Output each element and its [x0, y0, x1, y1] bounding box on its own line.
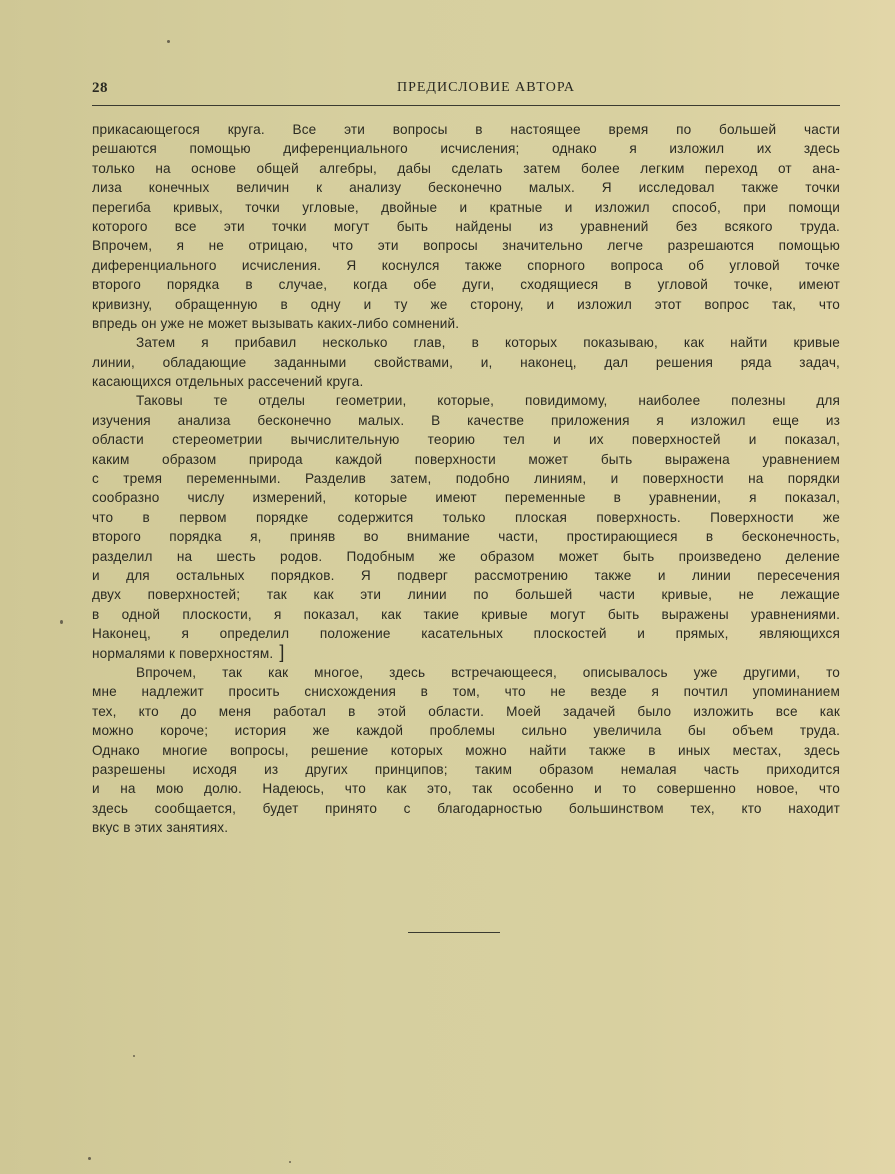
header-rule: [92, 105, 840, 106]
text-line: сообразно числу измерений, которые имеют переменные в уравнении, я показал,: [92, 490, 840, 506]
text-line: и на мою долю. Надеюсь, что как это, так особенно и то совершенно новое, что: [92, 781, 840, 797]
paper-speck: [289, 1161, 291, 1163]
page-header: [92, 80, 840, 104]
text-line: перегиба кривых, точки угловые, двойные и кратные и изложил способ, при помощи: [92, 199, 840, 215]
paragraph: [92, 663, 840, 838]
text-line: Впрочем, я не отрицаю, что эти вопросы значительно легче разрешаются помощью: [92, 238, 840, 254]
text-line: разрешены исходя из других принципов; таким образом немалая часть приходится: [92, 761, 840, 777]
text-line: изучения анализа бесконечно малых. В качестве приложения я изложил еще из: [92, 412, 840, 428]
text-line: впредь он уже не может вызывать каких-либо сомнений.: [92, 315, 460, 331]
text-line: можно короче; история же каждой проблемы сильно увеличила бы объем труда.: [92, 723, 840, 739]
paper-speck: [167, 40, 170, 43]
text-line: нормалями к поверхностям. ]: [92, 641, 285, 662]
paragraph: [92, 391, 840, 662]
text-line: разделил на шесть родов. Подобным же образом может быть произведено деление: [92, 548, 840, 564]
text-line: касающихся отдельных рассечений круга.: [92, 374, 364, 390]
paragraph: [92, 120, 840, 333]
paragraph: [92, 333, 840, 391]
text-line: в одной плоскости, я показал, как такие кривые могут быть выражены уравнениями.: [92, 606, 840, 622]
paper-speck: [133, 1055, 135, 1057]
handwritten-bracket-mark: ]: [279, 641, 285, 662]
paper-speck: [88, 1157, 91, 1160]
body-text: [92, 120, 840, 837]
text-line: диференциального исчисления. Я коснулся также спорного вопроса об угловой точке: [92, 257, 840, 273]
paper-speck: [60, 620, 63, 624]
text-line: Однако многие вопросы, решение которых можно найти также в иных местах, здесь: [92, 742, 840, 758]
text-line: тех, кто до меня работал в этой области. Моей задачей было изложить все как: [92, 703, 840, 719]
text-line: линии, обладающие заданными свойствами, и, наконец, дал решения ряда задач,: [92, 354, 840, 370]
running-title: ПРЕДИСЛОВИЕ АВТОРА: [396, 80, 576, 95]
page-number: 28: [92, 80, 108, 96]
text-line: второго порядка в случае, когда обе дуги, сходящиеся в угловой точке, имеют: [92, 277, 840, 293]
text-line: прикасающегося круга. Все эти вопросы в настоящее время по большей части: [92, 122, 840, 137]
text-line: Таковы те отделы геометрии, которые, повидимому, наиболее полезны для: [136, 393, 840, 409]
text-line: решаются помощью диференциального исчисления; однако я изложил их здесь: [92, 141, 840, 157]
text-line: и для остальных порядков. Я подверг рассмотрению также и линии пересечения: [92, 567, 840, 583]
text-line: Наконец, я определил положение касательных плоскостей и прямых, являющихся: [92, 626, 840, 642]
text-line: только на основе общей алгебры, дабы сделать затем более легким переход от ана-: [92, 160, 840, 176]
text-line: здесь сообщается, будет принято с благодарностью большинством тех, кто находит: [92, 800, 840, 816]
text-line: области стереометрии вычислительную теорию тел и их поверхностей и показал,: [92, 432, 840, 448]
text-line: каким образом природа каждой поверхности может быть выражена уравнением: [92, 451, 840, 467]
text-line: Впрочем, так как многое, здесь встречающееся, описывалось уже другими, то: [136, 664, 840, 680]
text-line: что в первом порядке содержится только плоская поверхность. Поверхности же: [92, 509, 840, 525]
text-line: двух поверхностей; так как эти линии по большей части кривые, не лежащие: [92, 587, 840, 603]
text-line: мне надлежит просить снисхождения в том, что не везде я почтил упоминанием: [92, 684, 840, 700]
text-line: лиза конечных величин к анализу бесконечно малых. Я исследовал также точки: [92, 180, 840, 196]
text-line: второго порядка я, приняв во внимание части, простирающиеся в бесконечность,: [92, 529, 840, 545]
text-line: вкус в этих занятиях.: [92, 820, 229, 836]
text-line: кривизну, обращенную в одну и ту же сторону, и изложил этот вопрос так, что: [92, 296, 840, 312]
text-line: с тремя переменными. Разделив затем, подобно линиям, и поверхности на порядки: [92, 471, 840, 487]
text-line: Затем я прибавил несколько глав, в которых показываю, как найти кривые: [136, 335, 840, 351]
end-rule: [408, 932, 500, 933]
text-line: которого все эти точки могут быть найдены из уравнений без всякого труда.: [92, 218, 840, 234]
